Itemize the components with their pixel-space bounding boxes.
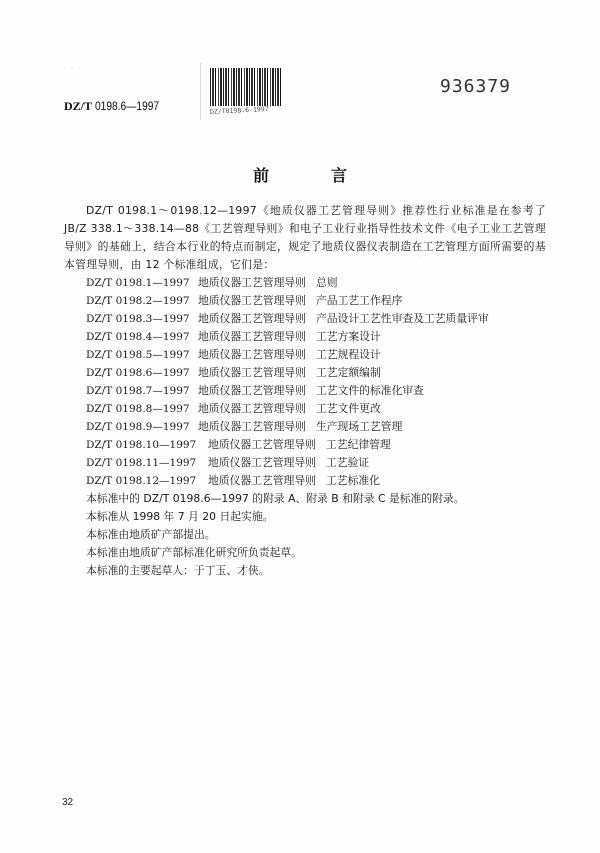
standard-subject: 工艺文件更改: [316, 402, 381, 415]
standard-code: DZ/T 0198.9—1997: [86, 421, 190, 433]
standard-code: DZ/T 0198.6—1997: [86, 367, 190, 379]
list-item: [64, 364, 546, 382]
standard-code: DZ/T 0198.2—1997: [86, 295, 190, 307]
standard-code: DZ/T 0198.12—1997: [86, 475, 197, 487]
standard-series: 地质仪器工艺管理导则: [198, 330, 306, 343]
standard-subject: 产品工艺工作程序: [316, 294, 403, 307]
intro-paragraph: DZ/T 0198.1～0198.12—1997《地质仪器工艺管理导则》推荐性行业标准是在参考了 JB/Z 338.1～338.14—88《工艺管理导则》和电子工业行业指导性技术文件《电子工业工艺管理导则》的基础上，结合本行业的特点而制定，规定了地质仪器仪表制造在工艺管理方面所需要的基本管理导则，由 12 个标准组成，它们是：: [64, 204, 546, 271]
list-item: [64, 310, 546, 328]
standards-list: [64, 274, 546, 490]
standard-subject: 工艺定额编制: [316, 366, 381, 379]
page-title: [0, 163, 600, 186]
sticker-edge: [200, 62, 201, 120]
standard-subject: 工艺规程设计: [316, 348, 381, 361]
standard-series: 地质仪器工艺管理导则: [198, 366, 306, 379]
barcode-label: DZ/T0198.6-1997: [209, 104, 269, 116]
title-char-2: 言: [331, 166, 348, 185]
notes-list: [64, 490, 546, 580]
note-effective-date: 本标准从 1998 年 7 月 20 日起实施。: [86, 510, 274, 523]
note-appendix: 本标准中的 DZ/T 0198.6—1997 的附录 A、附录 B 和附录 C 是标准的附录。: [86, 492, 465, 505]
list-item: [64, 328, 546, 346]
standard-subject: 产品设计工艺性审查及工艺质量评审: [316, 312, 489, 325]
standard-code-prefix: DZ/T: [64, 99, 93, 113]
standard-subject: 工艺方案设计: [316, 330, 381, 343]
standard-subject: 工艺标准化: [326, 474, 380, 487]
standard-code: DZ/T 0198.1—1997: [86, 277, 190, 289]
note-drafters: 本标准的主要起草人：于丁玉、才侠。: [86, 564, 270, 577]
standard-code: [64, 99, 171, 114]
list-item: [64, 292, 546, 310]
standard-series: 地质仪器工艺管理导则: [208, 456, 316, 469]
list-item: [64, 400, 546, 418]
standard-series: 地质仪器工艺管理导则: [198, 312, 306, 325]
foreword-body: [64, 202, 546, 580]
standard-series: 地质仪器工艺管理导则: [208, 438, 316, 451]
standard-series: 地质仪器工艺管理导则: [198, 348, 306, 361]
standard-code: DZ/T 0198.3—1997: [86, 313, 190, 325]
page-number: 32: [62, 797, 74, 808]
standard-code: DZ/T 0198.4—1997: [86, 331, 190, 343]
standard-series: 地质仪器工艺管理导则: [198, 420, 306, 433]
barcode-sticker: [200, 62, 286, 120]
standard-series: 地质仪器工艺管理导则: [198, 276, 306, 289]
standard-code: DZ/T 0198.8—1997: [86, 403, 190, 415]
note-drafting-unit: 本标准由地质矿产部标准化研究所负责起草。: [86, 546, 302, 559]
list-item: [64, 274, 546, 292]
list-item: [64, 418, 546, 436]
standard-subject: 工艺验证: [326, 456, 370, 469]
standard-subject: 工艺文件的标准化审查: [316, 384, 424, 397]
standard-code: DZ/T 0198.5—1997: [86, 349, 190, 361]
standard-code-number: 0198.6—1997: [95, 99, 160, 113]
list-item: [64, 346, 546, 364]
note-proposer: 本标准由地质矿产部提出。: [86, 528, 216, 541]
document-number: 936379: [440, 76, 512, 97]
standard-series: 地质仪器工艺管理导则: [198, 402, 306, 415]
standard-code: DZ/T 0198.7—1997: [86, 385, 190, 397]
standard-series: 地质仪器工艺管理导则: [198, 294, 306, 307]
standard-code: DZ/T 0198.11—1997: [86, 457, 197, 469]
standard-subject: 生产现场工艺管理: [316, 420, 403, 433]
standard-series: 地质仪器工艺管理导则: [208, 474, 316, 487]
title-char-1: 前: [252, 166, 269, 185]
standard-subject: 工艺纪律管理: [326, 438, 391, 451]
list-item: [64, 382, 546, 400]
standard-subject: 总则: [316, 276, 338, 289]
list-item: [64, 472, 546, 490]
standard-series: 地质仪器工艺管理导则: [198, 384, 306, 397]
standard-code: DZ/T 0198.10—1997: [86, 439, 197, 451]
list-item: [64, 436, 546, 454]
list-item: [64, 454, 546, 472]
barcode-icon: [210, 68, 282, 106]
